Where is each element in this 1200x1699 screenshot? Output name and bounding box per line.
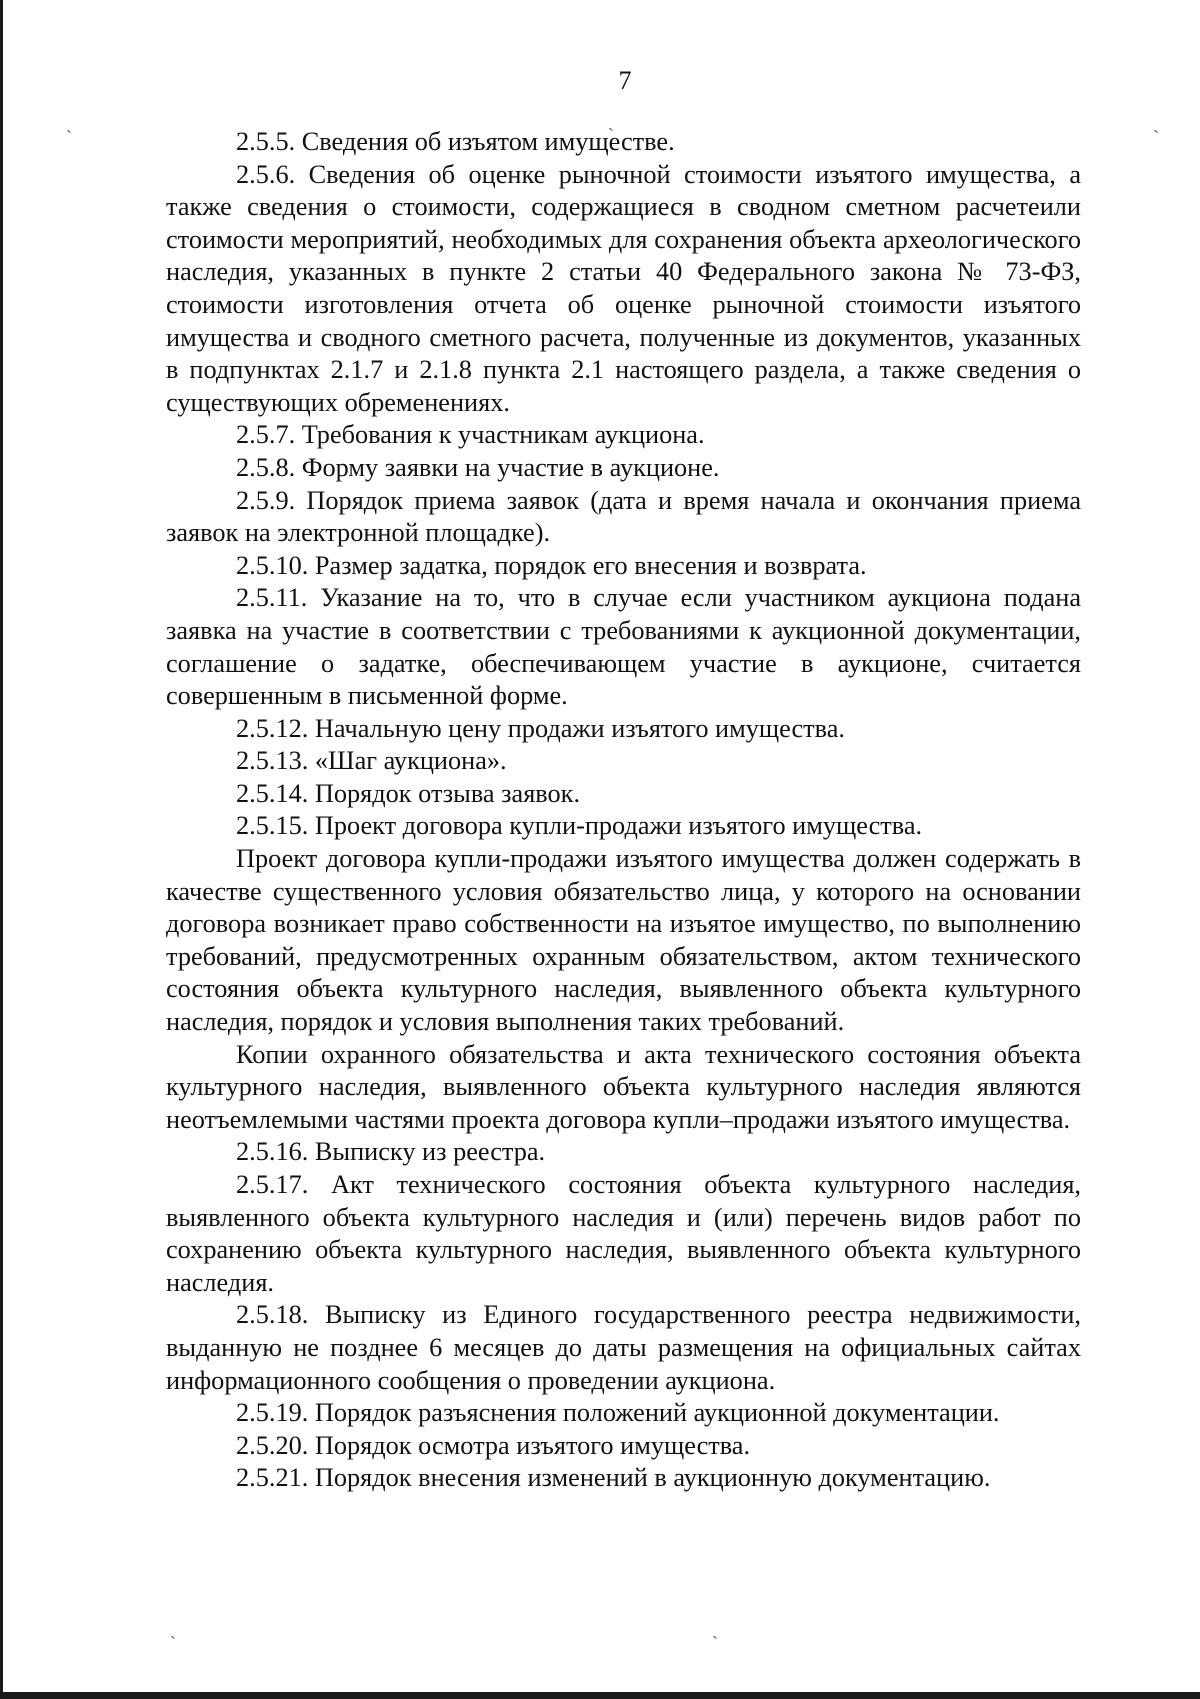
paragraph: Копии охранного обязательства и акта технического состояния объекта культурного наследия, выявленного объекта культурного наследия являются неотъемлемыми частями проекта договора купли–продажи изъятого имущества. xyxy=(166,1039,1081,1134)
paragraph: 2.5.11. Указание на то, что в случае если участником аукциона подана заявка на участие в соответствии с требованиями к аукционной документации, соглашение о задатке, обеспечивающем участие в аукционе, считается совершенным в письменной форме. xyxy=(166,583,1081,711)
scan-speck: ˏ xyxy=(66,113,72,133)
paragraph: 2.5.13. «Шаг аукциона». xyxy=(236,746,507,776)
paragraph: 2.5.12. Начальную цену продажи изъятого имущества. xyxy=(236,713,845,743)
paragraph: 2.5.21. Порядок внесения изменений в аукционную документацию. xyxy=(236,1463,991,1493)
paragraph: 2.5.5. Сведения об изъятом имуществе. xyxy=(236,127,675,156)
paragraph: 2.5.14. Порядок отзыва заявок. xyxy=(236,778,581,808)
scan-speck: ˏ xyxy=(712,1619,718,1639)
page-number: 7 xyxy=(618,66,632,95)
paragraph: 2.5.20. Порядок осмотра изъятого имущества. xyxy=(236,1430,751,1460)
paragraph: Проект договора купли-продажи изъятого имущества должен содержать в качестве существенного условия обязательство лица, у которого на основании договора возникает право собственности на изъятое имущество, по выполнению требований, предусмотренных охранным обязательством, актом технического состояния объекта культурного наследия, выявленного объекта культурного наследия, порядок и условия выполнения таких требований. xyxy=(166,844,1081,1037)
paragraph: 2.5.15. Проект договора купли-продажи изъятого имущества. xyxy=(236,811,923,841)
scan-speck: ˏ xyxy=(1153,113,1159,133)
paragraph: 2.5.10. Размер задатка, порядок его внесения и возврата. xyxy=(236,550,867,580)
paragraph: 2.5.18. Выписку из Единого государственного реестра недвижимости, выданную не позднее 6 месяцев до даты размещения на официальных сайтах информационного сообщения о проведении аукциона. xyxy=(166,1300,1081,1395)
scan-border-bottom xyxy=(0,1692,1200,1699)
paragraph: 2.5.6. Сведения об оценке рыночной стоимости изъятого имущества, а также сведения о стоимости, содержащиеся в сводном сметном расчетеили стоимости мероприятий, необходимых для сохранения объекта археологического наследия, указанных в пункте 2 статьи 40 Федерального закона № 73-ФЗ, стоимости изготовления отчета об оценке рыночной стоимости изъятого имущества и сводного сметного расчета, полученные из документов, указанных в подпунктах 2.1.7 и 2.1.8 пункта 2.1 настоящего раздела, а также сведения о существующих обременениях. xyxy=(166,159,1081,417)
scan-speck: ˏ xyxy=(608,111,614,131)
scan-border-left xyxy=(0,0,3,1699)
scan-speck: ˏ xyxy=(170,1619,176,1639)
paragraph: 2.5.9. Порядок приема заявок (дата и время начала и окончания приема заявок на электронной площадке). xyxy=(166,485,1081,548)
paragraph: 2.5.17. Акт технического состояния объекта культурного наследия, выявленного объекта культурного наследия и (или) перечень видов работ по сохранению объекта культурного наследия, выявленного объекта культурного наследия. xyxy=(166,1170,1081,1297)
paragraph: 2.5.16. Выписку из реестра. xyxy=(236,1137,546,1167)
paragraph: 2.5.8. Форму заявки на участие в аукционе. xyxy=(236,452,720,482)
paragraph: 2.5.7. Требования к участникам аукциона. xyxy=(236,420,705,450)
document-body xyxy=(166,126,1081,1495)
paragraph: 2.5.19. Порядок разъяснения положений аукционной документации. xyxy=(236,1398,1000,1428)
